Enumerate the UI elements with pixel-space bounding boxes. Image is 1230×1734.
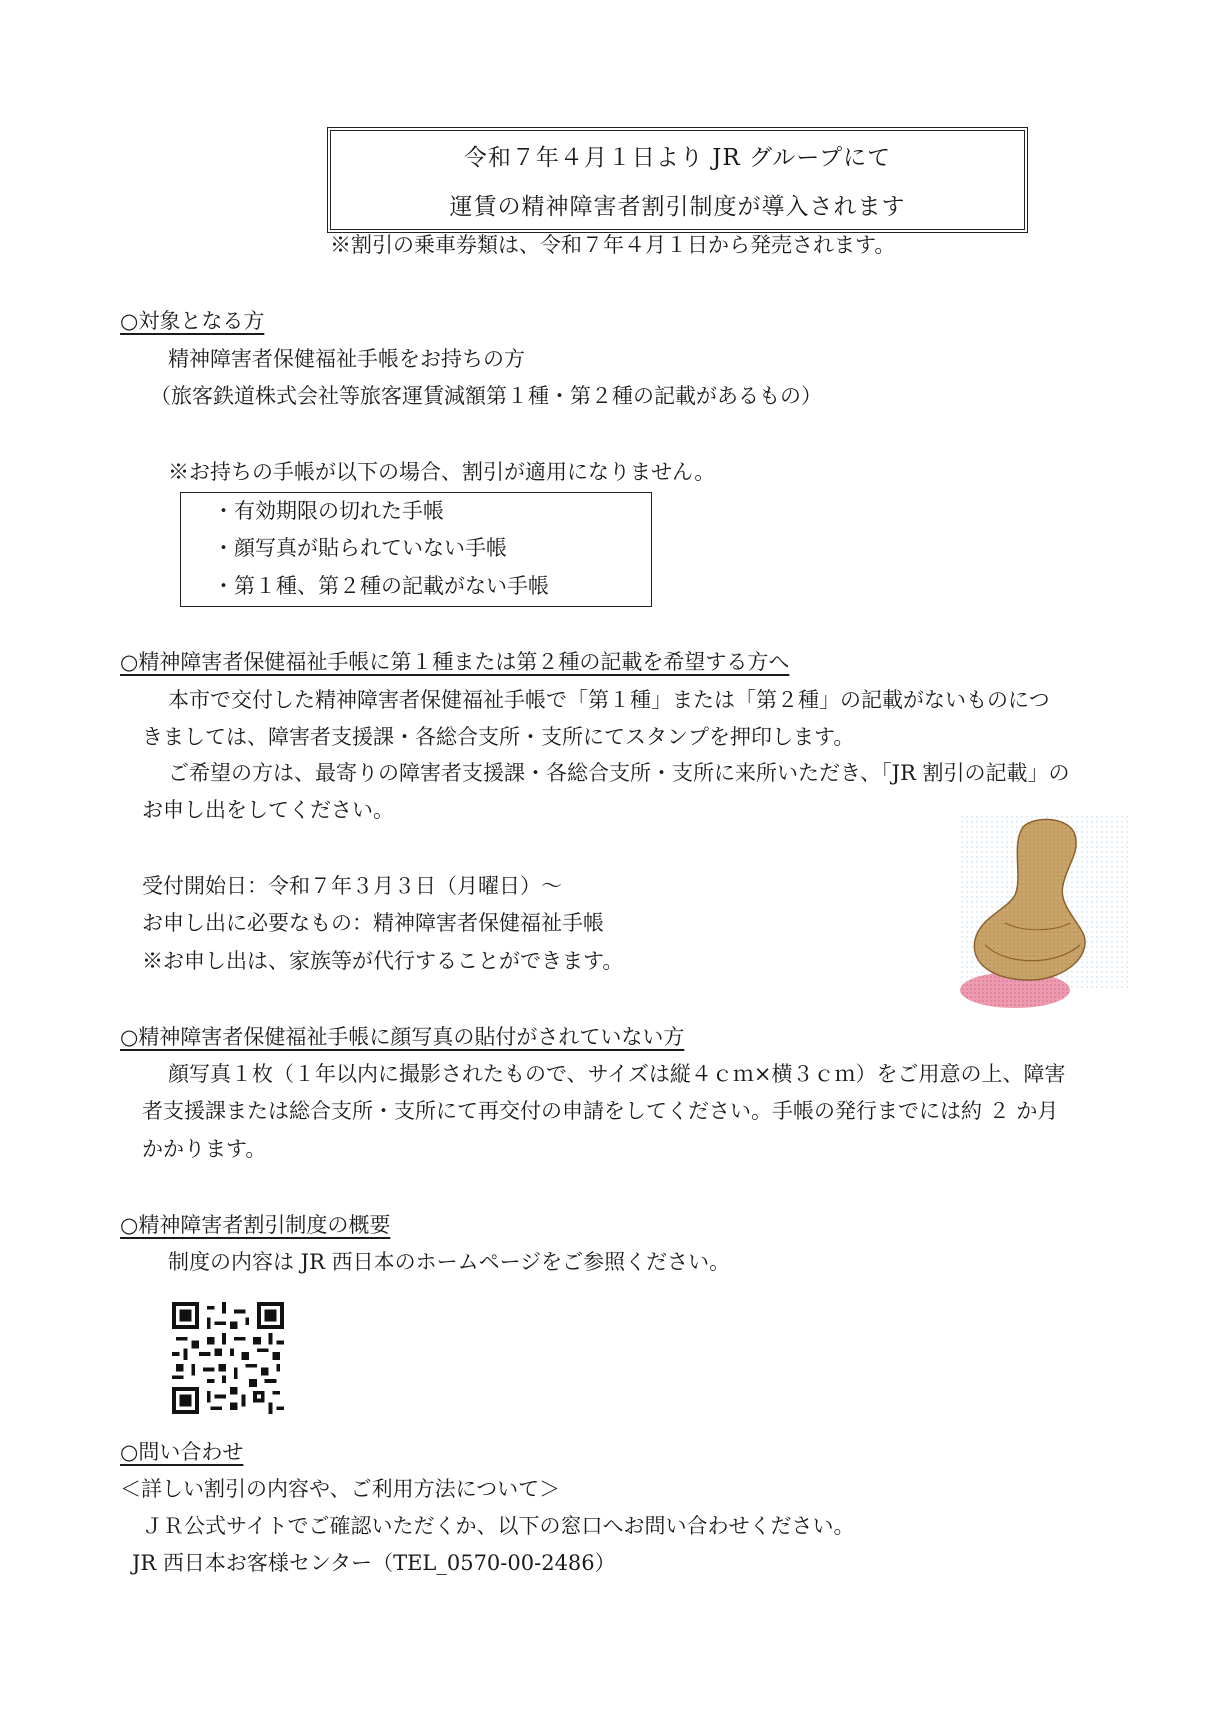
overview-heading: ○精神障害者割引制度の概要 <box>120 1213 391 1237</box>
required-items: お申し出に必要なもの：精神障害者保健福祉手帳 <box>142 911 604 935</box>
exclusion-item: ・顔写真が貼られていない手帳 <box>213 536 507 560</box>
photo-line-3: かかります。 <box>142 1137 267 1161</box>
stamp-request-para2-line2: お申し出をしてください。 <box>142 798 394 822</box>
eligibility-line-1: 精神障害者保健福祉手帳をお持ちの方 <box>168 347 525 371</box>
photo-heading: ○精神障害者保健福祉手帳に顔写真の貼付がされていない方 <box>120 1025 685 1049</box>
title-line-2: 運賃の精神障害者割引制度が導入されます <box>449 194 906 220</box>
title-box <box>330 130 1025 230</box>
title-line-1: 令和７年４月１日より JR グループにて <box>463 145 892 171</box>
photo-line-1: 顔写真１枚（１年以内に撮影されたもので、サイズは縦４ｃｍ×横３ｃｍ）をご用意の上、障害 <box>168 1062 1066 1086</box>
contact-line-1: ＪＲ公式サイトでご確認いただくか、以下の窓口へお問い合わせください。 <box>142 1514 855 1538</box>
photo-line-2: 者支援課または総合支所・支所にて再交付の申請をしてください。手帳の発行までには約 ２ か月 <box>142 1099 1059 1123</box>
title-note: ※割引の乗車券類は、令和７年４月１日から発売されます。 <box>330 233 896 257</box>
exclusion-item: ・第１種、第２種の記載がない手帳 <box>213 574 549 598</box>
stamp-request-heading: ○精神障害者保健福祉手帳に第１種または第２種の記載を希望する方へ <box>120 650 790 674</box>
exclusion-item: ・有効期限の切れた手帳 <box>213 499 444 523</box>
eligibility-line-2: （旅客鉄道株式会社等旅客運賃減額第１種・第２種の記載があるもの） <box>150 384 822 408</box>
stamp-request-para2-line1: ご希望の方は、最寄りの障害者支援課・各総合支所・支所に来所いただき、「JR 割引の記載」の <box>168 761 1070 785</box>
rubber-stamp-illustration <box>945 815 1130 1015</box>
proxy-note: ※お申し出は、家族等が代行することができます。 <box>142 949 624 973</box>
contact-heading: ○問い合わせ <box>120 1440 244 1464</box>
stamp-request-para1-line2: きましては、障害者支援課・各総合支所・支所にてスタンプを押印します。 <box>142 725 855 749</box>
contact-subheading: ＜詳しい割引の内容や、ご利用方法について＞ <box>120 1477 561 1501</box>
reception-start-date: 受付開始日：令和７年３月３日（月曜日）～ <box>142 874 562 898</box>
eligibility-heading: ○対象となる方 <box>120 309 265 333</box>
stamp-request-para1-line1: 本市で交付した精神障害者保健福祉手帳で「第１種」または「第２種」の記載がないものにつ <box>168 688 1050 712</box>
overview-line-1: 制度の内容は JR 西日本のホームページをご参照ください。 <box>168 1250 731 1274</box>
qr-code[interactable] <box>172 1302 284 1414</box>
exclusion-note: ※お持ちの手帳が以下の場合、割引が適用になりません。 <box>168 460 716 484</box>
contact-line-2: JR 西日本お客様センター（TEL_0570-00-2486） <box>132 1551 616 1575</box>
